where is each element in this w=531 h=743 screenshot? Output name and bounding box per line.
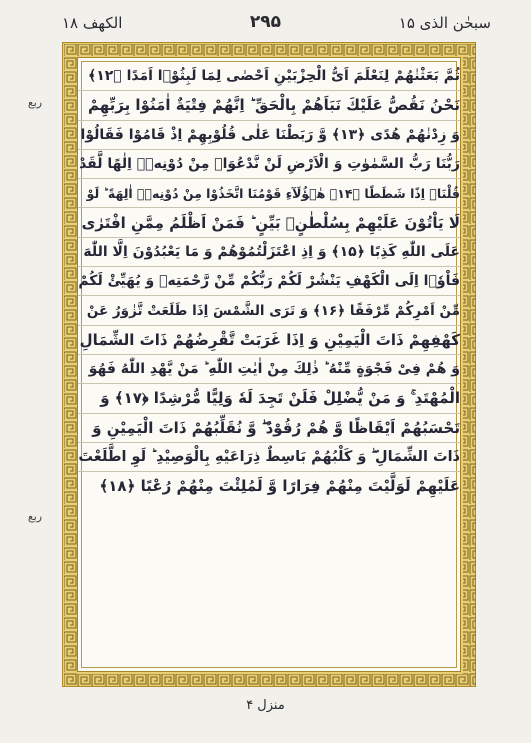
verse-line: فَاْوٗۤا اِلَى الْكَهْفِ یَنْشُرْ لَكُمْ رَبُّكُمْ مِّنْ رَّحْمَتِهٖ وَ یُهَیِّئْ لَكُمْ	[78, 267, 460, 296]
verse-line: الْمُهْتَدِ ۚ وَ مَنْ یُّضْلِلْ فَلَنْ تَجِدَ لَهٗ وَلِیًّا مُّرْشِدًا ﴿۱۷﴾ وَ	[78, 384, 460, 413]
verse-line: مِّنْ اَمْرِكُمْ مِّرْفَقًا ﴿۱۶﴾ وَ تَرَى الشَّمْسَ اِذَا طَلَعَتْ تَّزٰوَرُ عَنْ	[78, 296, 460, 325]
verse-line: وَ زِدْنٰهُمْ هُدًى ﴿۱۳﴾ وَّ رَبَطْنَا عَلٰى قُلُوْبِهِمْ اِذْ قَامُوْا فَقَالُوْا	[78, 121, 460, 150]
juz-header: سبحٰن الذی ۱۵	[398, 14, 491, 32]
ruku-marker-bottom: ربع	[27, 510, 43, 523]
verse-line: ثُمَّ بَعَثْنٰهُمْ لِنَعْلَمَ اَیُّ الْحِزْبَیْنِ اَحْصٰى لِمَا لَبِثُوْۤا اَمَدًا ﴿۱۲﴾	[78, 62, 460, 91]
verse-line: تَحْسَبُهُمْ اَیْقَاظًا وَّ هُمْ رُقُوْدٌ ۖ وَّ نُقَلِّبُهُمْ ذَاتَ الْیَمِیْنِ وَ	[78, 414, 460, 443]
verse-line: قُلْنَاۤ اِذًا شَطَطًا ﴿۱۴﴾ هٰۤؤُلَآءِ قَوْمُنَا اتَّخَذُوْا مِنْ دُوْنِهٖۤ اٰلِهَةً ؕ لَوْ	[78, 179, 460, 208]
verse-line: رَبُّنَا رَبُّ السَّمٰوٰتِ وَ الْاَرْضِ لَنْ نَّدْعُوَاۡ مِنْ دُوْنِهٖۤ اِلٰهًا لَّقَدْ	[78, 150, 460, 179]
verse-line: كَهْفِهِمْ ذَاتَ الْیَمِیْنِ وَ اِذَا غَرَبَتْ تَّقْرِضُهُمْ ذَاتَ الشِّمَالِ	[78, 326, 460, 355]
verse-line: لَا یَاْتُوْنَ عَلَیْهِمْ بِسُلْطٰنٍۭ بَیِّنٍ ؕ فَمَنْ اَظْلَمُ مِمَّنِ افْتَرٰى	[78, 208, 460, 237]
manzil-label: منزل ۴	[246, 698, 285, 713]
verse-line: وَ هُمْ فِیْ فَجْوَةٍ مِّنْهُ ؕ ذٰلِكَ مِنْ اٰیٰتِ اللّٰهِ ؕ مَنْ یَّهْدِ اللّٰهُ فَهُوَ	[78, 355, 460, 384]
verse-line: عَلَى اللّٰهِ كَذِبًا ﴿۱۵﴾ وَ اِذِ اعْتَزَلْتُمُوْهُمْ وَ مَا یَعْبُدُوْنَ اِلَّا اللّٰهَ	[78, 238, 460, 267]
bleed-through-text	[484, 140, 504, 570]
ruku-marker-top: ربع	[27, 96, 43, 109]
verse-line: عَلَیْهِمْ لَوَلَّیْتَ مِنْهُمْ فِرَارًا وَّ لَمُلِئْتَ مِنْهُمْ رُعْبًا ﴿۱۸﴾	[99, 477, 460, 496]
verse-block	[78, 62, 460, 500]
verse-line: نَحْنُ نَقُصُّ عَلَیْكَ نَبَاَهُمْ بِالْحَقِّ ؕ اِنَّهُمْ فِتْیَةٌ اٰمَنُوْا بِرَبِّهِمْ	[78, 91, 460, 120]
verse-line: ذَاتَ الشِّمَالِ ۖ وَ كَلْبُهُمْ بَاسِطٌ ذِرَاعَیْهِ بِالْوَصِیْدِ ؕ لَوِ اطَّلَعْتَ	[78, 443, 460, 472]
surah-header: الکھف ۱۸	[62, 14, 123, 32]
page-number: ۲۹۵	[249, 12, 282, 32]
